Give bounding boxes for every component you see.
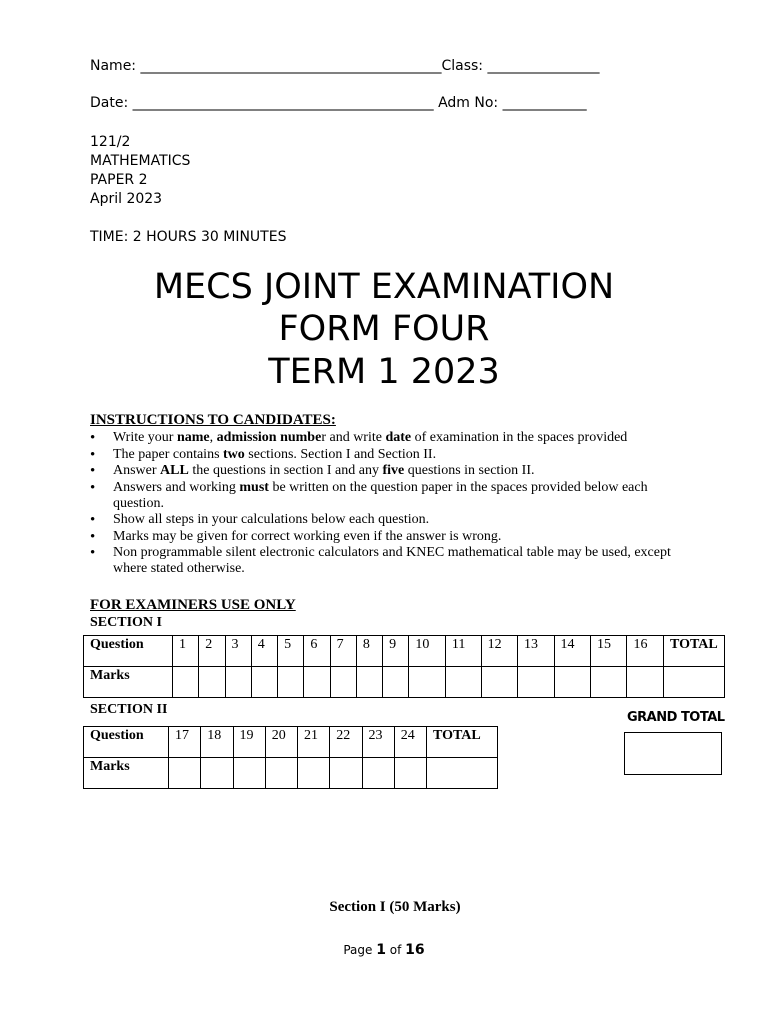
marks-cell[interactable]: [278, 667, 304, 698]
question-number-cell: 1: [173, 636, 199, 667]
examiners-heading: FOR EXAMINERS USE ONLY: [90, 597, 296, 613]
instruction-item: • Answer ALL the questions in section I and any five questions in section II.: [90, 463, 690, 479]
marks-cell[interactable]: [330, 667, 356, 698]
question-number-cell: 3: [225, 636, 251, 667]
grand-total-label: GRAND TOTAL: [627, 710, 725, 725]
marks-cell[interactable]: [627, 667, 664, 698]
marks-cell[interactable]: [173, 667, 199, 698]
instructions-heading: INSTRUCTIONS TO CANDIDATES:: [90, 412, 336, 428]
question-number-cell: 6: [304, 636, 330, 667]
marks-cell[interactable]: [169, 758, 201, 789]
instruction-item: • Write your name, admission number and write date of examination in the spaces provided: [90, 430, 690, 446]
exam-title: MECS JOINT EXAMINATION: [153, 267, 615, 307]
question-number-cell: 10: [409, 636, 445, 667]
marks-cell[interactable]: [590, 667, 626, 698]
question-number-cell: 20: [265, 727, 297, 758]
section-2-marks-table: [83, 726, 498, 789]
total-header: TOTAL: [427, 727, 498, 758]
question-number-cell: 7: [330, 636, 356, 667]
instruction-item: • Marks may be given for correct working even if the answer is wrong.: [90, 529, 690, 545]
question-number-cell: 23: [362, 727, 394, 758]
marks-cell[interactable]: [225, 667, 251, 698]
marks-row: [84, 758, 498, 789]
marks-header: Marks: [84, 667, 173, 698]
question-number-cell: 18: [201, 727, 233, 758]
question-number-cell: 21: [298, 727, 330, 758]
marks-cell[interactable]: [199, 667, 225, 698]
total-marks-cell[interactable]: [427, 758, 498, 789]
section-1-marks-table: [83, 635, 725, 698]
question-number-cell: 15: [590, 636, 626, 667]
marks-cell[interactable]: [445, 667, 481, 698]
question-number-cell: 5: [278, 636, 304, 667]
question-number-cell: 8: [356, 636, 382, 667]
subject: MATHEMATICS: [90, 153, 191, 169]
grand-total-box[interactable]: [624, 732, 722, 775]
question-row: [84, 727, 498, 758]
question-header: Question: [84, 636, 173, 667]
question-number-cell: 16: [627, 636, 664, 667]
instruction-item: • The paper contains two sections. Section I and Section II.: [90, 447, 690, 463]
question-number-cell: 17: [169, 727, 201, 758]
instruction-item: • Answers and working must be written on the question paper in the spaces provided below each question.: [90, 480, 690, 512]
question-number-cell: 19: [233, 727, 265, 758]
marks-cell[interactable]: [362, 758, 394, 789]
marks-cell[interactable]: [356, 667, 382, 698]
paper-number: PAPER 2: [90, 172, 148, 188]
marks-cell[interactable]: [554, 667, 590, 698]
marks-row: [84, 667, 725, 698]
question-number-cell: 24: [394, 727, 426, 758]
marks-cell[interactable]: [394, 758, 426, 789]
question-number-cell: 11: [445, 636, 481, 667]
time-allowed: TIME: 2 HOURS 30 MINUTES: [90, 229, 287, 245]
form-title: FORM FOUR: [278, 309, 490, 349]
marks-cell[interactable]: [409, 667, 445, 698]
instruction-item: • Non programmable silent electronic calculators and KNEC mathematical table may be used, except where stated otherwise.: [90, 545, 690, 577]
page-number: Page 1 of 16: [343, 942, 425, 958]
question-number-cell: 13: [518, 636, 554, 667]
question-number-cell: 12: [481, 636, 517, 667]
question-number-cell: 14: [554, 636, 590, 667]
marks-cell[interactable]: [233, 758, 265, 789]
marks-cell[interactable]: [304, 667, 330, 698]
question-number-cell: 2: [199, 636, 225, 667]
paper-info: [90, 133, 190, 209]
question-row: [84, 636, 725, 667]
question-number-cell: 9: [383, 636, 409, 667]
marks-cell[interactable]: [383, 667, 409, 698]
marks-cell[interactable]: [251, 667, 277, 698]
marks-cell[interactable]: [518, 667, 554, 698]
section-heading: Section I (50 Marks): [329, 899, 461, 915]
marks-cell[interactable]: [330, 758, 362, 789]
section-2-label: SECTION II: [90, 702, 168, 717]
marks-cell[interactable]: [265, 758, 297, 789]
marks-cell[interactable]: [481, 667, 517, 698]
marks-cell[interactable]: [298, 758, 330, 789]
term-title: TERM 1 2023: [268, 352, 500, 392]
date-adm-line: Date: ___________________________________________ Adm No: ____________: [90, 95, 587, 111]
marks-cell[interactable]: [201, 758, 233, 789]
instructions-list: [90, 430, 690, 578]
section-1-label: SECTION I: [90, 615, 162, 630]
instruction-item: • Show all steps in your calculations below each question.: [90, 512, 690, 528]
question-header: Question: [84, 727, 169, 758]
question-number-cell: 4: [251, 636, 277, 667]
total-header: TOTAL: [664, 636, 725, 667]
marks-header: Marks: [84, 758, 169, 789]
exam-date: April 2023: [90, 191, 163, 207]
name-class-line: Name: ___________________________________________Class: ________________: [90, 58, 600, 74]
paper-code: 121/2: [90, 134, 131, 150]
question-number-cell: 22: [330, 727, 362, 758]
total-marks-cell[interactable]: [664, 667, 725, 698]
